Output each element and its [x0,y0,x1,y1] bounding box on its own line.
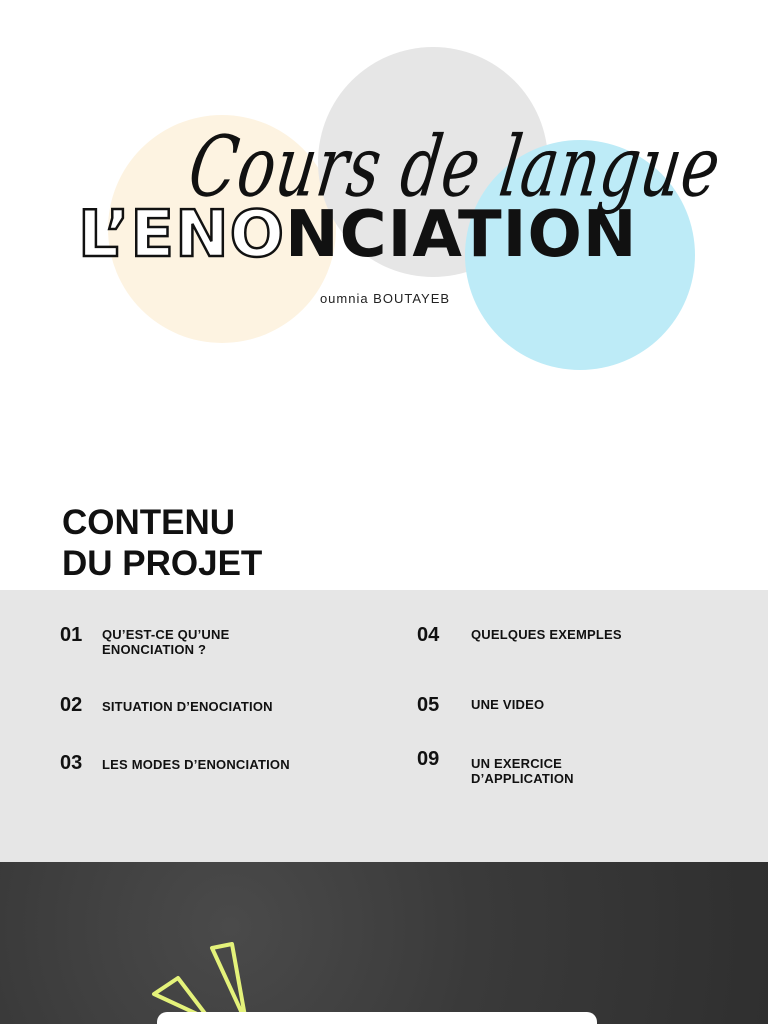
toc-label: UN EXERCICE D’APPLICATION [471,756,574,786]
contents-heading [62,502,362,584]
toc-number: 09 [417,748,440,770]
toc-item-04 [417,624,622,646]
toc-number: 01 [60,624,83,646]
toc-label: LES MODES D’ENONCIATION [102,757,290,772]
toc-number: 02 [60,694,83,716]
content-card [157,1012,597,1024]
toc-label: UNE VIDEO [471,697,545,712]
toc-item-09 [417,748,574,786]
contents-heading-line1: CONTENU [62,503,236,542]
toc-item-03 [60,752,290,774]
toc-item-01 [60,624,229,657]
toc-number: 05 [417,694,440,716]
author-name: oumnia BOUTAYEB [319,291,451,306]
toc-number: 04 [417,624,440,646]
toc-label: SITUATION D’ENOCIATION [102,699,273,714]
contents-panel [0,590,768,862]
toc-label: QU’EST-CE QU’UNE ENONCIATION ? [102,627,230,657]
toc-item-02 [60,694,273,716]
contents-heading-line2: DU PROJET [62,544,263,583]
main-title-solid-part: NCIATION [285,198,638,272]
toc-number: 03 [60,752,83,774]
toc-item-05 [417,694,544,716]
chalk-sparkle-icon [148,942,258,1022]
chalkboard-section [0,862,768,1024]
toc-label: QUELQUES EXEMPLES [471,627,622,642]
script-subtitle: Cours de langue [183,117,728,216]
main-title [78,195,637,275]
main-title-outline-part: L’ENO [78,198,286,272]
